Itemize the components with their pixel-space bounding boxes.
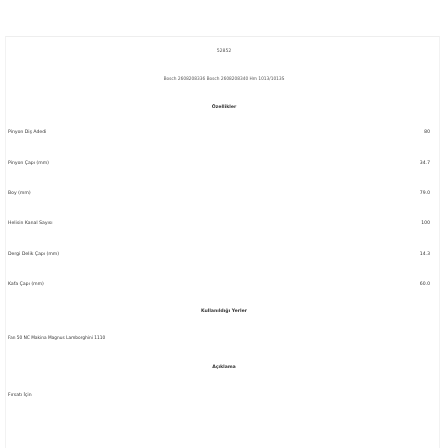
row-label: Pinyon Çapı (mm) [8,161,49,166]
row-value: 14.3 [419,252,430,257]
row-label: Dergi Delik Çapı (mm) [8,252,60,257]
row-label: Pinyon Diş Adedi [8,130,47,135]
row-value: 34.7 [419,161,430,166]
usage-heading: Kullanıldığı Yerler [201,309,247,314]
row-value: 80 [424,130,430,135]
row-value: 79.0 [419,191,430,196]
row-label: Boy (mm) [8,191,31,196]
row-label: Kafa Çapı (mm) [8,282,44,287]
compatible-models: Bosch 2608208336 Bosch 2608208340 Hm 1013/1013S [163,77,285,82]
description-text: Fırsatı İçin [8,393,32,398]
description-heading: Açıklama [212,365,236,370]
usage-text: Fan 50 NC Makina Magnus Lamborghini 1110 [8,336,106,341]
features-heading: Özellikler [211,105,237,110]
product-code: 52852 [216,49,232,54]
row-label: Helisin Kanal Sayısı [8,221,53,226]
spec-card [5,36,440,448]
row-value: 60.0 [419,282,430,287]
row-value: 100 [421,221,430,226]
